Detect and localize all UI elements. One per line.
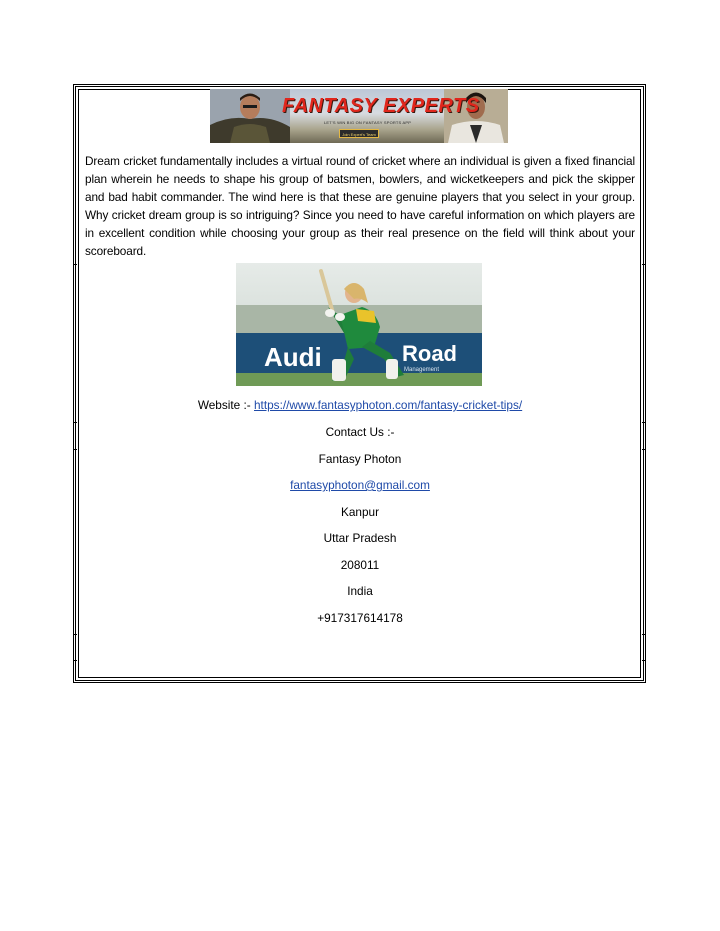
city: Kanpur <box>340 505 380 519</box>
email-link[interactable]: fantasyphoton@gmail.com <box>290 478 430 492</box>
state: Uttar Pradesh <box>323 531 397 545</box>
border-tick <box>74 422 77 423</box>
border-tick <box>74 449 77 450</box>
banner-tagline: LET'S WIN BIG ON FANTASY SPORTS APP <box>324 120 412 125</box>
border-tick <box>642 449 645 450</box>
website-label: Website :- <box>197 398 254 412</box>
border-tick <box>642 422 645 423</box>
fantasy-experts-banner <box>210 89 508 143</box>
phone-number: +917317614178 <box>317 611 403 625</box>
border-tick <box>642 634 645 635</box>
email-line <box>0 477 720 493</box>
expert-left-photo <box>210 89 290 143</box>
postal-code: 208011 <box>340 558 380 572</box>
banner-title: FANTASY EXPERTS <box>282 95 480 117</box>
cricket-player-photo <box>236 263 482 386</box>
website-link[interactable]: https://www.fantasyphoton.com/fantasy-cricket-tips/ <box>254 398 523 412</box>
company-name: Fantasy Photon <box>318 452 402 466</box>
border-tick <box>74 634 77 635</box>
join-experts-button[interactable]: Join Expert's Team <box>339 129 379 138</box>
billboard-text-road: Road <box>402 341 457 366</box>
article-paragraph: Dream cricket fundamentally includes a virtual round of cricket where an individual is given a fixed financial plan wherein he needs to shape his group of batsmen, bowlers, and wicketkeepers and pick the skipper and bad habit commander. The wind here is that these are genuine players that you select in your group. Why cricket dream group is so intriguing? Since you need to have careful information on which players are in excellent condition while choosing your group as their real presence on the field will think about your scoreboard. <box>85 154 635 259</box>
border-tick <box>74 660 77 661</box>
website-line <box>0 397 720 413</box>
border-tick <box>642 264 645 265</box>
billboard-text-audi: Audi <box>264 342 322 372</box>
border-tick <box>642 660 645 661</box>
border-tick <box>74 264 77 265</box>
country: India <box>347 584 373 598</box>
billboard-subtext: Management <box>404 367 440 373</box>
contact-heading: Contact Us :- <box>325 425 395 439</box>
